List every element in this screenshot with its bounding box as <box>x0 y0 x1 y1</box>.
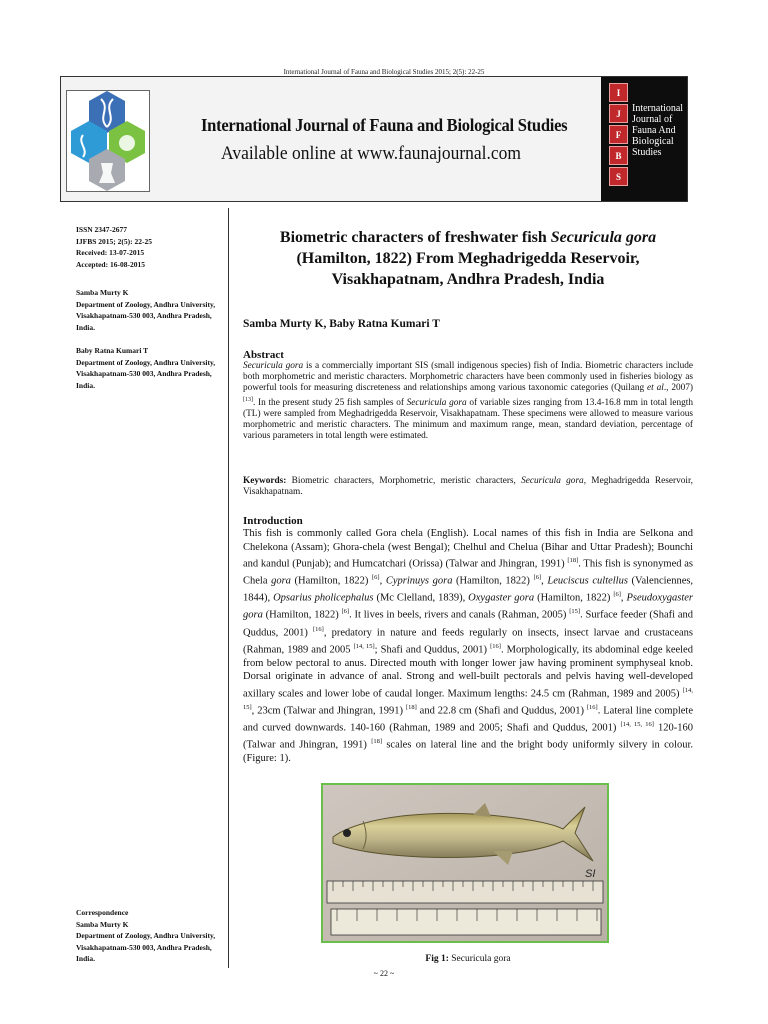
intro-part: (Hamilton, 1822) <box>534 592 614 604</box>
intro-part: , predatory in nature and feeds regularly on insects, insect larvae and crustaceans (Rahman, 1989 and 2005 <box>243 627 694 656</box>
intro-part: 120-160 (Talwar and Jhingran, 1991) <box>243 722 693 751</box>
intro-part: scales on lateral line and the bright body uniformly silvery in colour. (Figure: 1). <box>243 739 693 765</box>
figure-label: Fig 1: <box>425 954 449 964</box>
abstract-part: ., 2007) <box>663 383 694 394</box>
abstract-species: Securicula gora <box>243 361 304 371</box>
fish-photo <box>321 783 609 943</box>
citation: [14, 15, 16] <box>620 721 654 729</box>
intro-part: . This fish is synonymed as Chela <box>243 558 693 587</box>
ijfbs-ref: IJFBS 2015; 2(5): 22-25 <box>76 236 153 246</box>
letter-f: F <box>609 125 628 144</box>
intro-species: Opsarius pholicephalus <box>273 592 374 604</box>
intro-part: and 22.8 cm (Shafi and Quddus, 2001) <box>416 705 587 717</box>
abstract-part: is a commercially important SIS (small indigenous species) fish of India. Biometric characters include both morphometric and meristic characters. Morphometric characters have been commonly used in fisheries biology as powerful tools for measuring discreteness and relationships among various taxonomic categories (Quilang <box>243 361 694 394</box>
title-part: Biometric characters of freshwater fish <box>279 229 551 246</box>
keywords-text: Meghadrigedda Reservoir, Visakhapatnam. <box>243 476 694 498</box>
author1-name: Samba Murty K <box>76 288 129 297</box>
intro-part: (Hamilton, 1822) <box>262 609 342 621</box>
citation: [16] <box>490 642 501 650</box>
abstract-etal: et al <box>647 383 664 394</box>
sidebar-author2 <box>76 345 222 391</box>
correspondence-affiliation: Department of Zoology, Andhra University, Visakhapatnam-530 003, Andhra Pradesh, India. <box>76 931 216 963</box>
figure-caption-text: Securicula gora <box>448 954 511 964</box>
intro-part: (Hamilton, 1822) <box>452 575 534 587</box>
letter-s: S <box>609 167 628 186</box>
citation: [6] <box>613 591 621 599</box>
column-divider <box>228 208 229 968</box>
keywords-label: Keywords: <box>243 476 287 486</box>
letter-b: B <box>609 146 628 165</box>
sidebar-author1 <box>76 287 222 333</box>
title-part-end: (Hamilton, 1822) From Meghadrigedda Reservoir, Visakhapatnam, Andhra Pradesh, India <box>296 250 640 288</box>
citation: [18] <box>371 738 383 746</box>
abstract-heading: Abstract <box>243 349 284 361</box>
correspondence-name: Samba Murty K <box>76 919 129 929</box>
intro-part: . Morphologically, its abdominal edge keeled from below pectoral to anus. Directed mouth with longer lower jaw having prominent symphyseal knob. Dorsal originate in advance of anal. Strong and well-built pectorals and pelvis having well-developed axillary scales and lower lobe of caudal longer. Maximum lengths: 24.5 cm (Rahman, 1989 and 2005) <box>243 644 693 700</box>
intro-part: (Valenciennes, 1844), <box>243 575 694 604</box>
intro-part: ; Shafi and Quddus, 2001) <box>374 644 491 656</box>
citation: [16] <box>586 704 598 712</box>
ruler-handwritten-label: SI <box>585 868 596 880</box>
introduction-section <box>243 515 693 766</box>
intro-species: gora <box>271 575 291 587</box>
intro-part: (Hamilton, 1822) <box>290 575 373 587</box>
journal-logo <box>66 90 150 192</box>
citation: [6] <box>533 574 542 582</box>
page-number: ~ 22 ~ <box>373 969 395 978</box>
intro-species: Oxygaster gora <box>468 592 535 604</box>
citation: [15] <box>569 608 581 616</box>
running-head: International Journal of Fauna and Biological Studies 2015; 2(5): 22-25 <box>283 68 485 76</box>
issn: ISSN 2347-2677 <box>76 225 128 234</box>
sidebar-meta <box>76 224 222 270</box>
citation: [18] <box>405 704 417 712</box>
journal-title: International Journal of Fauna and Biological Studies <box>201 115 568 135</box>
citation: [14, 15] <box>243 686 693 712</box>
author1-affiliation: Department of Zoology, Andhra University, Visakhapatnam-530 003, Andhra Pradesh, India. <box>76 299 216 332</box>
citation: [13] <box>243 396 253 403</box>
citation: [18] <box>567 557 579 565</box>
intro-species: Leuciscus cultellus <box>547 575 628 587</box>
keywords-text: Biometric characters, Morphometric, meristic characters, <box>286 476 522 486</box>
abstract-part: of variable sizes ranging from 13.4-16.8 mm in total length (TL) were sampled from Meghadrigedda Reservoir, Visakhapatnam. These specimens were allowed to measure various morphometric and meristic characters. The minimum and maximum range, mean, standard deviation, percentage of various parameters in total length were estimated. <box>243 397 693 442</box>
abstract-text <box>243 361 693 443</box>
citation: [6] <box>372 574 380 582</box>
introduction-heading: Introduction <box>243 515 303 527</box>
accepted-date: Accepted: 16-08-2015 <box>76 259 145 269</box>
keywords <box>243 476 693 498</box>
intro-part: , <box>541 575 548 587</box>
abstract-section <box>243 349 693 443</box>
sidebar-correspondence <box>76 907 222 965</box>
author2-affiliation: Department of Zoology, Andhra University, Visakhapatnam-530 003, Andhra Pradesh, India. <box>76 357 216 390</box>
figure-caption <box>243 954 693 964</box>
intro-species: Pseudoxygaster gora <box>243 592 693 621</box>
abstract-part: . In the present study 25 fish samples of <box>253 397 407 408</box>
abstract-species: Securicula gora <box>406 397 467 408</box>
correspondence-label: Correspondence <box>76 908 129 917</box>
citation: [14, 15] <box>353 642 375 650</box>
intro-part: . Surface feeder (Shafi and Quddus, 2001) <box>243 609 693 639</box>
intro-part: This fish is commonly called Gora chela (English). Local names of this fish in India are Selkona and Chelekona (Assam); Ghora-chela (west Bengal); Chelhul and Chelua (Bihar and Uttar Pradesh); Bounchi and kandul (Punjab); and Humcatchari (Orissa) (Talwar and Jhingran, 1991) <box>243 528 693 570</box>
journal-banner <box>60 76 688 202</box>
journal-website: Available online at www.faunajournal.com <box>221 143 521 164</box>
citation: [16] <box>313 625 324 633</box>
letter-j: J <box>609 104 628 123</box>
received-date: Received: 13-07-2015 <box>76 248 145 257</box>
letter-i: I <box>609 83 628 102</box>
article-title <box>243 227 693 290</box>
ijfbs-letter-strip <box>609 83 628 186</box>
intro-part: (Mc Clelland, 1839), <box>373 592 469 604</box>
article-authors: Samba Murty K, Baby Ratna Kumari T <box>243 318 440 330</box>
keywords-species: Securicula gora, <box>521 476 587 486</box>
intro-part: , 23cm (Talwar and Jhingran, 1991) <box>251 705 406 717</box>
introduction-text <box>243 527 693 766</box>
author2-name: Baby Ratna Kumari T <box>76 346 149 355</box>
intro-part: . Lateral line complete and curved downwards. 140-160 (Rahman, 1989 and 2005; Shafi and Quddus, 2001) <box>243 705 693 734</box>
citation: [6] <box>341 608 350 616</box>
ijfbs-brand-block <box>601 77 687 201</box>
title-species: Securicula gora <box>550 229 657 246</box>
intro-part: . It lives in beels, rivers and canals (Rahman, 2005) <box>349 609 570 621</box>
ijfbs-journal-name: International Journal of Fauna And Biological Studies <box>632 103 684 158</box>
intro-species: Cyprinuys gora <box>385 575 453 587</box>
intro-part: , <box>379 575 386 587</box>
intro-part: , <box>620 592 627 604</box>
